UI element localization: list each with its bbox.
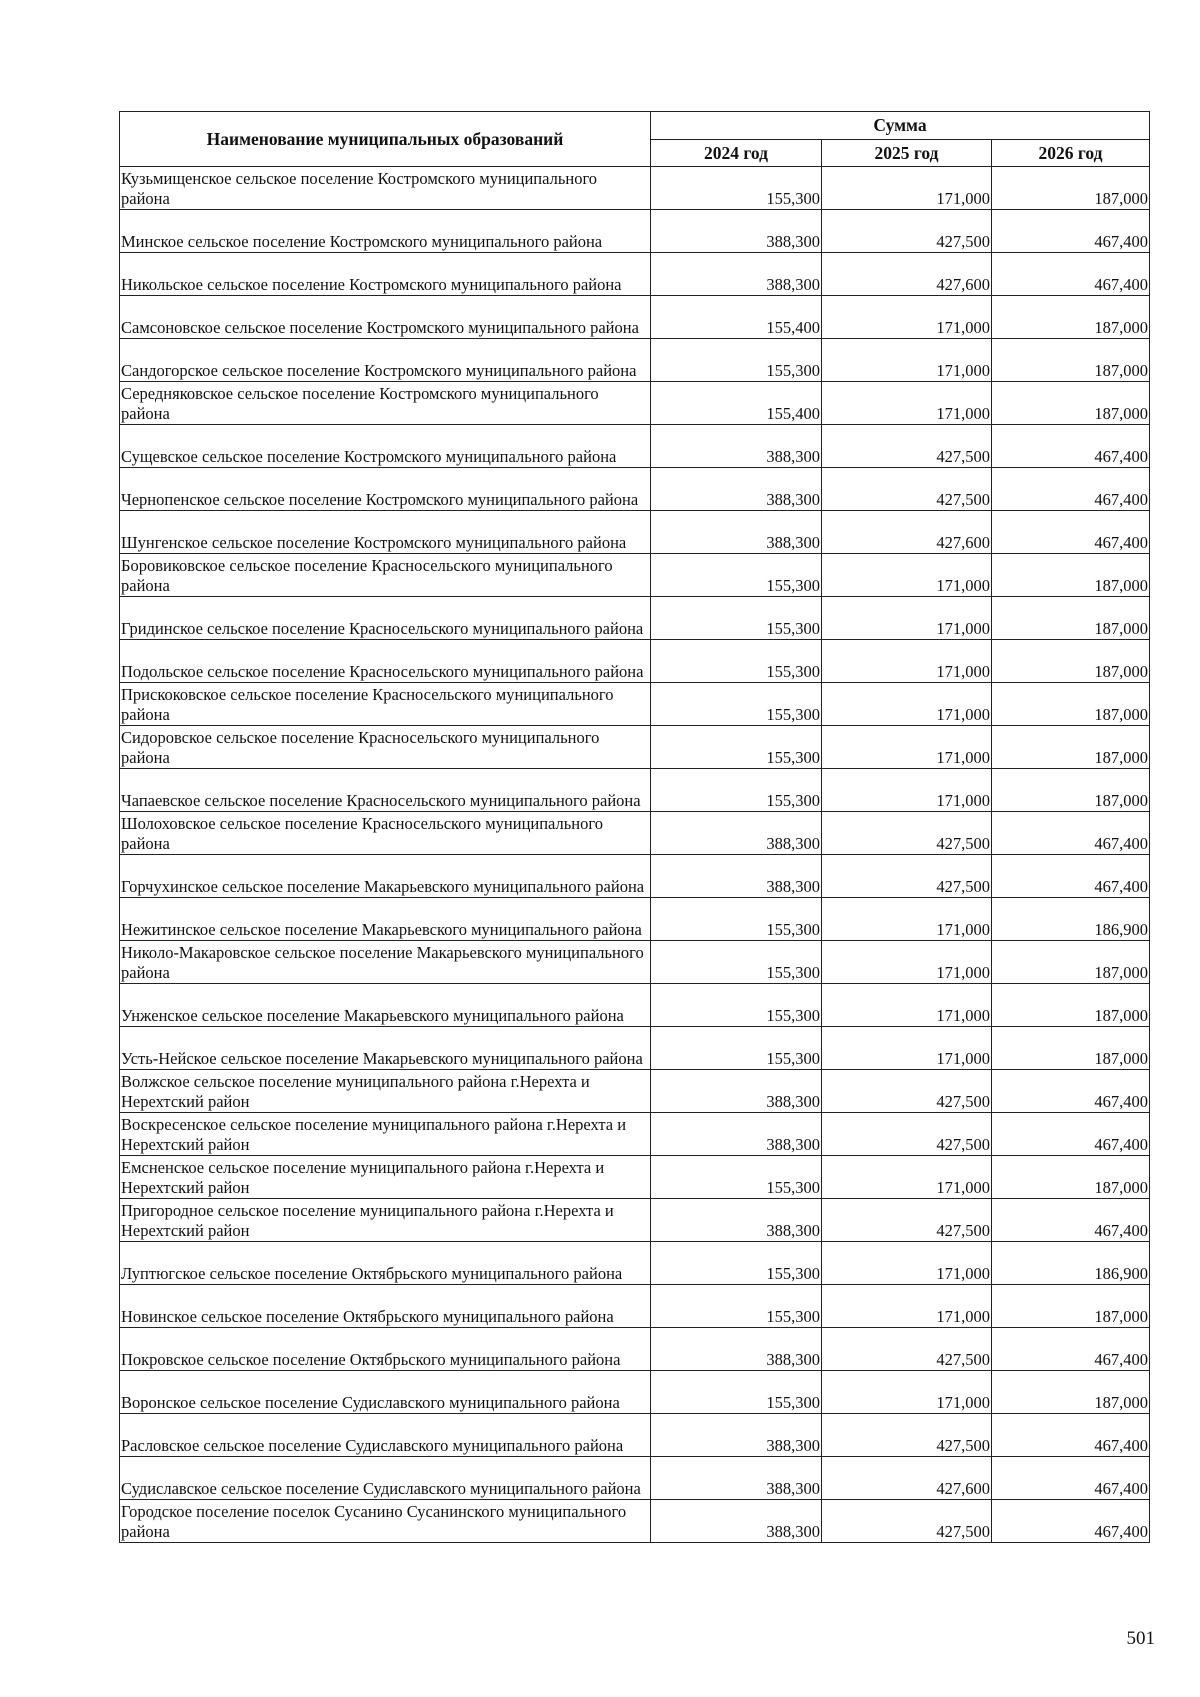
- page-number: 501: [1126, 1628, 1155, 1649]
- municipality-name-cell: Николо-Макаровское сельское поселение Макарьевского муниципального района: [120, 941, 651, 984]
- header-year-2025: 2025 год: [822, 140, 992, 167]
- municipality-name-cell: Середняковское сельское поселение Костромского муниципального района: [120, 382, 651, 425]
- amount-2025-cell: 171,000: [822, 769, 992, 812]
- table-row: [120, 253, 1150, 296]
- table-row: [120, 855, 1150, 898]
- amount-2025-cell: 171,000: [822, 382, 992, 425]
- table-row: [120, 640, 1150, 683]
- amount-2026-cell: 187,000: [992, 640, 1150, 683]
- amount-2024-cell: 155,300: [651, 769, 822, 812]
- table-row: [120, 1156, 1150, 1199]
- amount-2024-cell: 388,300: [651, 812, 822, 855]
- amount-2024-cell: 388,300: [651, 1500, 822, 1543]
- amount-2025-cell: 427,500: [822, 468, 992, 511]
- amount-2024-cell: 388,300: [651, 1414, 822, 1457]
- municipality-name-cell: Чапаевское сельское поселение Красносельского муниципального района: [120, 769, 651, 812]
- amount-2026-cell: 187,000: [992, 984, 1150, 1027]
- municipality-name-cell: Волжское сельское поселение муниципального района г.Нерехта и Нерехтский район: [120, 1070, 651, 1113]
- municipality-name-cell: Сущевское сельское поселение Костромского муниципального района: [120, 425, 651, 468]
- amount-2026-cell: 187,000: [992, 726, 1150, 769]
- table-row: [120, 1242, 1150, 1285]
- amount-2026-cell: 467,400: [992, 1457, 1150, 1500]
- table-row: [120, 296, 1150, 339]
- municipality-name-cell: Воскресенское сельское поселение муниципального района г.Нерехта и Нерехтский район: [120, 1113, 651, 1156]
- amount-2024-cell: 155,400: [651, 296, 822, 339]
- amount-2025-cell: 427,500: [822, 1328, 992, 1371]
- table-row: [120, 1070, 1150, 1113]
- amount-2024-cell: 155,300: [651, 984, 822, 1027]
- table-body: [120, 167, 1150, 1543]
- amount-2025-cell: 171,000: [822, 339, 992, 382]
- table-row: [120, 597, 1150, 640]
- table-row: [120, 511, 1150, 554]
- table-row: [120, 210, 1150, 253]
- header-sum: Сумма: [651, 112, 1150, 140]
- amount-2024-cell: 155,300: [651, 640, 822, 683]
- municipality-name-cell: Судиславское сельское поселение Судиславского муниципального района: [120, 1457, 651, 1500]
- amount-2024-cell: 155,300: [651, 339, 822, 382]
- table-row: [120, 769, 1150, 812]
- amount-2024-cell: 155,300: [651, 167, 822, 210]
- amount-2025-cell: 427,600: [822, 511, 992, 554]
- municipality-name-cell: Шунгенское сельское поселение Костромского муниципального района: [120, 511, 651, 554]
- amount-2024-cell: 155,300: [651, 941, 822, 984]
- amount-2024-cell: 388,300: [651, 511, 822, 554]
- municipality-name-cell: Шолоховское сельское поселение Красносельского муниципального района: [120, 812, 651, 855]
- table-row: [120, 1500, 1150, 1543]
- table-row: [120, 1285, 1150, 1328]
- municipality-name-cell: Новинское сельское поселение Октябрьского муниципального района: [120, 1285, 651, 1328]
- amount-2026-cell: 186,900: [992, 898, 1150, 941]
- table-row: [120, 812, 1150, 855]
- municipality-name-cell: Воронское сельское поселение Судиславского муниципального района: [120, 1371, 651, 1414]
- amount-2025-cell: 171,000: [822, 1242, 992, 1285]
- municipality-name-cell: Боровиковское сельское поселение Красносельского муниципального района: [120, 554, 651, 597]
- amount-2026-cell: 187,000: [992, 296, 1150, 339]
- amount-2025-cell: 171,000: [822, 1285, 992, 1328]
- amount-2025-cell: 427,500: [822, 210, 992, 253]
- amount-2025-cell: 171,000: [822, 726, 992, 769]
- amount-2025-cell: 427,500: [822, 1113, 992, 1156]
- amount-2025-cell: 427,500: [822, 1500, 992, 1543]
- amount-2025-cell: 171,000: [822, 1027, 992, 1070]
- amount-2024-cell: 388,300: [651, 253, 822, 296]
- municipality-name-cell: Никольское сельское поселение Костромского муниципального района: [120, 253, 651, 296]
- amount-2024-cell: 155,300: [651, 898, 822, 941]
- municipality-name-cell: Унженское сельское поселение Макарьевского муниципального района: [120, 984, 651, 1027]
- amount-2025-cell: 171,000: [822, 898, 992, 941]
- amount-2024-cell: 388,300: [651, 1070, 822, 1113]
- amount-2025-cell: 171,000: [822, 554, 992, 597]
- amount-2025-cell: 427,600: [822, 1457, 992, 1500]
- amount-2026-cell: 187,000: [992, 167, 1150, 210]
- municipality-name-cell: Чернопенское сельское поселение Костромского муниципального района: [120, 468, 651, 511]
- municipality-name-cell: Минское сельское поселение Костромского муниципального района: [120, 210, 651, 253]
- amount-2026-cell: 467,400: [992, 468, 1150, 511]
- amount-2024-cell: 155,300: [651, 1242, 822, 1285]
- table-row: [120, 726, 1150, 769]
- amount-2024-cell: 155,300: [651, 726, 822, 769]
- table-row: [120, 984, 1150, 1027]
- table-row: [120, 941, 1150, 984]
- table-row: [120, 425, 1150, 468]
- amount-2026-cell: 467,400: [992, 1414, 1150, 1457]
- amount-2024-cell: 388,300: [651, 855, 822, 898]
- amount-2026-cell: 187,000: [992, 1285, 1150, 1328]
- amount-2024-cell: 155,300: [651, 597, 822, 640]
- amount-2026-cell: 186,900: [992, 1242, 1150, 1285]
- amount-2026-cell: 467,400: [992, 511, 1150, 554]
- municipality-name-cell: Луптюгское сельское поселение Октябрьского муниципального района: [120, 1242, 651, 1285]
- header-year-2026: 2026 год: [992, 140, 1150, 167]
- municipality-name-cell: Сандогорское сельское поселение Костромского муниципального района: [120, 339, 651, 382]
- amount-2026-cell: 187,000: [992, 1027, 1150, 1070]
- amount-2025-cell: 171,000: [822, 683, 992, 726]
- amount-2024-cell: 388,300: [651, 1199, 822, 1242]
- table-row: [120, 683, 1150, 726]
- amount-2026-cell: 187,000: [992, 597, 1150, 640]
- amount-2026-cell: 467,400: [992, 855, 1150, 898]
- amount-2024-cell: 155,400: [651, 382, 822, 425]
- amount-2026-cell: 187,000: [992, 769, 1150, 812]
- amount-2025-cell: 171,000: [822, 640, 992, 683]
- amount-2026-cell: 467,400: [992, 210, 1150, 253]
- amount-2025-cell: 171,000: [822, 597, 992, 640]
- amount-2025-cell: 427,500: [822, 1414, 992, 1457]
- municipality-name-cell: Горчухинское сельское поселение Макарьевского муниципального района: [120, 855, 651, 898]
- allocation-table: [119, 111, 1150, 1543]
- table-row: [120, 382, 1150, 425]
- municipality-name-cell: Расловское сельское поселение Судиславского муниципального района: [120, 1414, 651, 1457]
- municipality-name-cell: Городское поселение поселок Сусанино Сусанинского муниципального района: [120, 1500, 651, 1543]
- amount-2024-cell: 155,300: [651, 1371, 822, 1414]
- amount-2025-cell: 171,000: [822, 1371, 992, 1414]
- table-row: [120, 1414, 1150, 1457]
- table-row: [120, 167, 1150, 210]
- amount-2025-cell: 427,600: [822, 253, 992, 296]
- amount-2024-cell: 388,300: [651, 425, 822, 468]
- table-row: [120, 554, 1150, 597]
- amount-2026-cell: 187,000: [992, 1156, 1150, 1199]
- amount-2024-cell: 388,300: [651, 1328, 822, 1371]
- municipality-name-cell: Кузьмищенское сельское поселение Костромского муниципального района: [120, 167, 651, 210]
- amount-2024-cell: 155,300: [651, 1156, 822, 1199]
- municipality-name-cell: Емсненское сельское поселение муниципального района г.Нерехта и Нерехтский район: [120, 1156, 651, 1199]
- amount-2026-cell: 467,400: [992, 1328, 1150, 1371]
- amount-2024-cell: 388,300: [651, 1113, 822, 1156]
- amount-2026-cell: 187,000: [992, 554, 1150, 597]
- amount-2024-cell: 155,300: [651, 1285, 822, 1328]
- amount-2025-cell: 427,500: [822, 425, 992, 468]
- amount-2024-cell: 155,300: [651, 1027, 822, 1070]
- amount-2026-cell: 467,400: [992, 253, 1150, 296]
- amount-2024-cell: 155,300: [651, 554, 822, 597]
- amount-2025-cell: 427,500: [822, 855, 992, 898]
- table-row: [120, 1371, 1150, 1414]
- municipality-name-cell: Покровское сельское поселение Октябрьского муниципального района: [120, 1328, 651, 1371]
- amount-2024-cell: 155,300: [651, 683, 822, 726]
- table-row: [120, 339, 1150, 382]
- amount-2025-cell: 171,000: [822, 167, 992, 210]
- amount-2025-cell: 427,500: [822, 812, 992, 855]
- table-row: [120, 1027, 1150, 1070]
- table-row: [120, 1328, 1150, 1371]
- amount-2024-cell: 388,300: [651, 468, 822, 511]
- amount-2026-cell: 187,000: [992, 941, 1150, 984]
- table-row: [120, 468, 1150, 511]
- header-year-2024: 2024 год: [651, 140, 822, 167]
- amount-2026-cell: 187,000: [992, 683, 1150, 726]
- table-row: [120, 1199, 1150, 1242]
- amount-2026-cell: 467,400: [992, 1113, 1150, 1156]
- municipality-name-cell: Подольское сельское поселение Красносельского муниципального района: [120, 640, 651, 683]
- amount-2025-cell: 171,000: [822, 984, 992, 1027]
- amount-2026-cell: 467,400: [992, 425, 1150, 468]
- municipality-name-cell: Нежитинское сельское поселение Макарьевского муниципального района: [120, 898, 651, 941]
- amount-2026-cell: 467,400: [992, 812, 1150, 855]
- amount-2024-cell: 388,300: [651, 1457, 822, 1500]
- municipality-name-cell: Усть-Нейское сельское поселение Макарьевского муниципального района: [120, 1027, 651, 1070]
- municipality-name-cell: Пригородное сельское поселение муниципального района г.Нерехта и Нерехтский район: [120, 1199, 651, 1242]
- amount-2025-cell: 427,500: [822, 1070, 992, 1113]
- amount-2026-cell: 467,400: [992, 1199, 1150, 1242]
- municipality-name-cell: Гридинское сельское поселение Красносельского муниципального района: [120, 597, 651, 640]
- municipality-name-cell: Прискоковское сельское поселение Красносельского муниципального района: [120, 683, 651, 726]
- municipality-name-cell: Самсоновское сельское поселение Костромского муниципального района: [120, 296, 651, 339]
- amount-2026-cell: 467,400: [992, 1500, 1150, 1543]
- amount-2026-cell: 187,000: [992, 382, 1150, 425]
- amount-2025-cell: 427,500: [822, 1199, 992, 1242]
- municipality-name-cell: Сидоровское сельское поселение Красносельского муниципального района: [120, 726, 651, 769]
- amount-2025-cell: 171,000: [822, 296, 992, 339]
- amount-2025-cell: 171,000: [822, 941, 992, 984]
- amount-2026-cell: 467,400: [992, 1070, 1150, 1113]
- amount-2026-cell: 187,000: [992, 339, 1150, 382]
- amount-2026-cell: 187,000: [992, 1371, 1150, 1414]
- table-row: [120, 1457, 1150, 1500]
- amount-2025-cell: 171,000: [822, 1156, 992, 1199]
- table-row: [120, 1113, 1150, 1156]
- amount-2024-cell: 388,300: [651, 210, 822, 253]
- header-municipality-name: Наименование муниципальных образований: [120, 112, 651, 167]
- table-row: [120, 898, 1150, 941]
